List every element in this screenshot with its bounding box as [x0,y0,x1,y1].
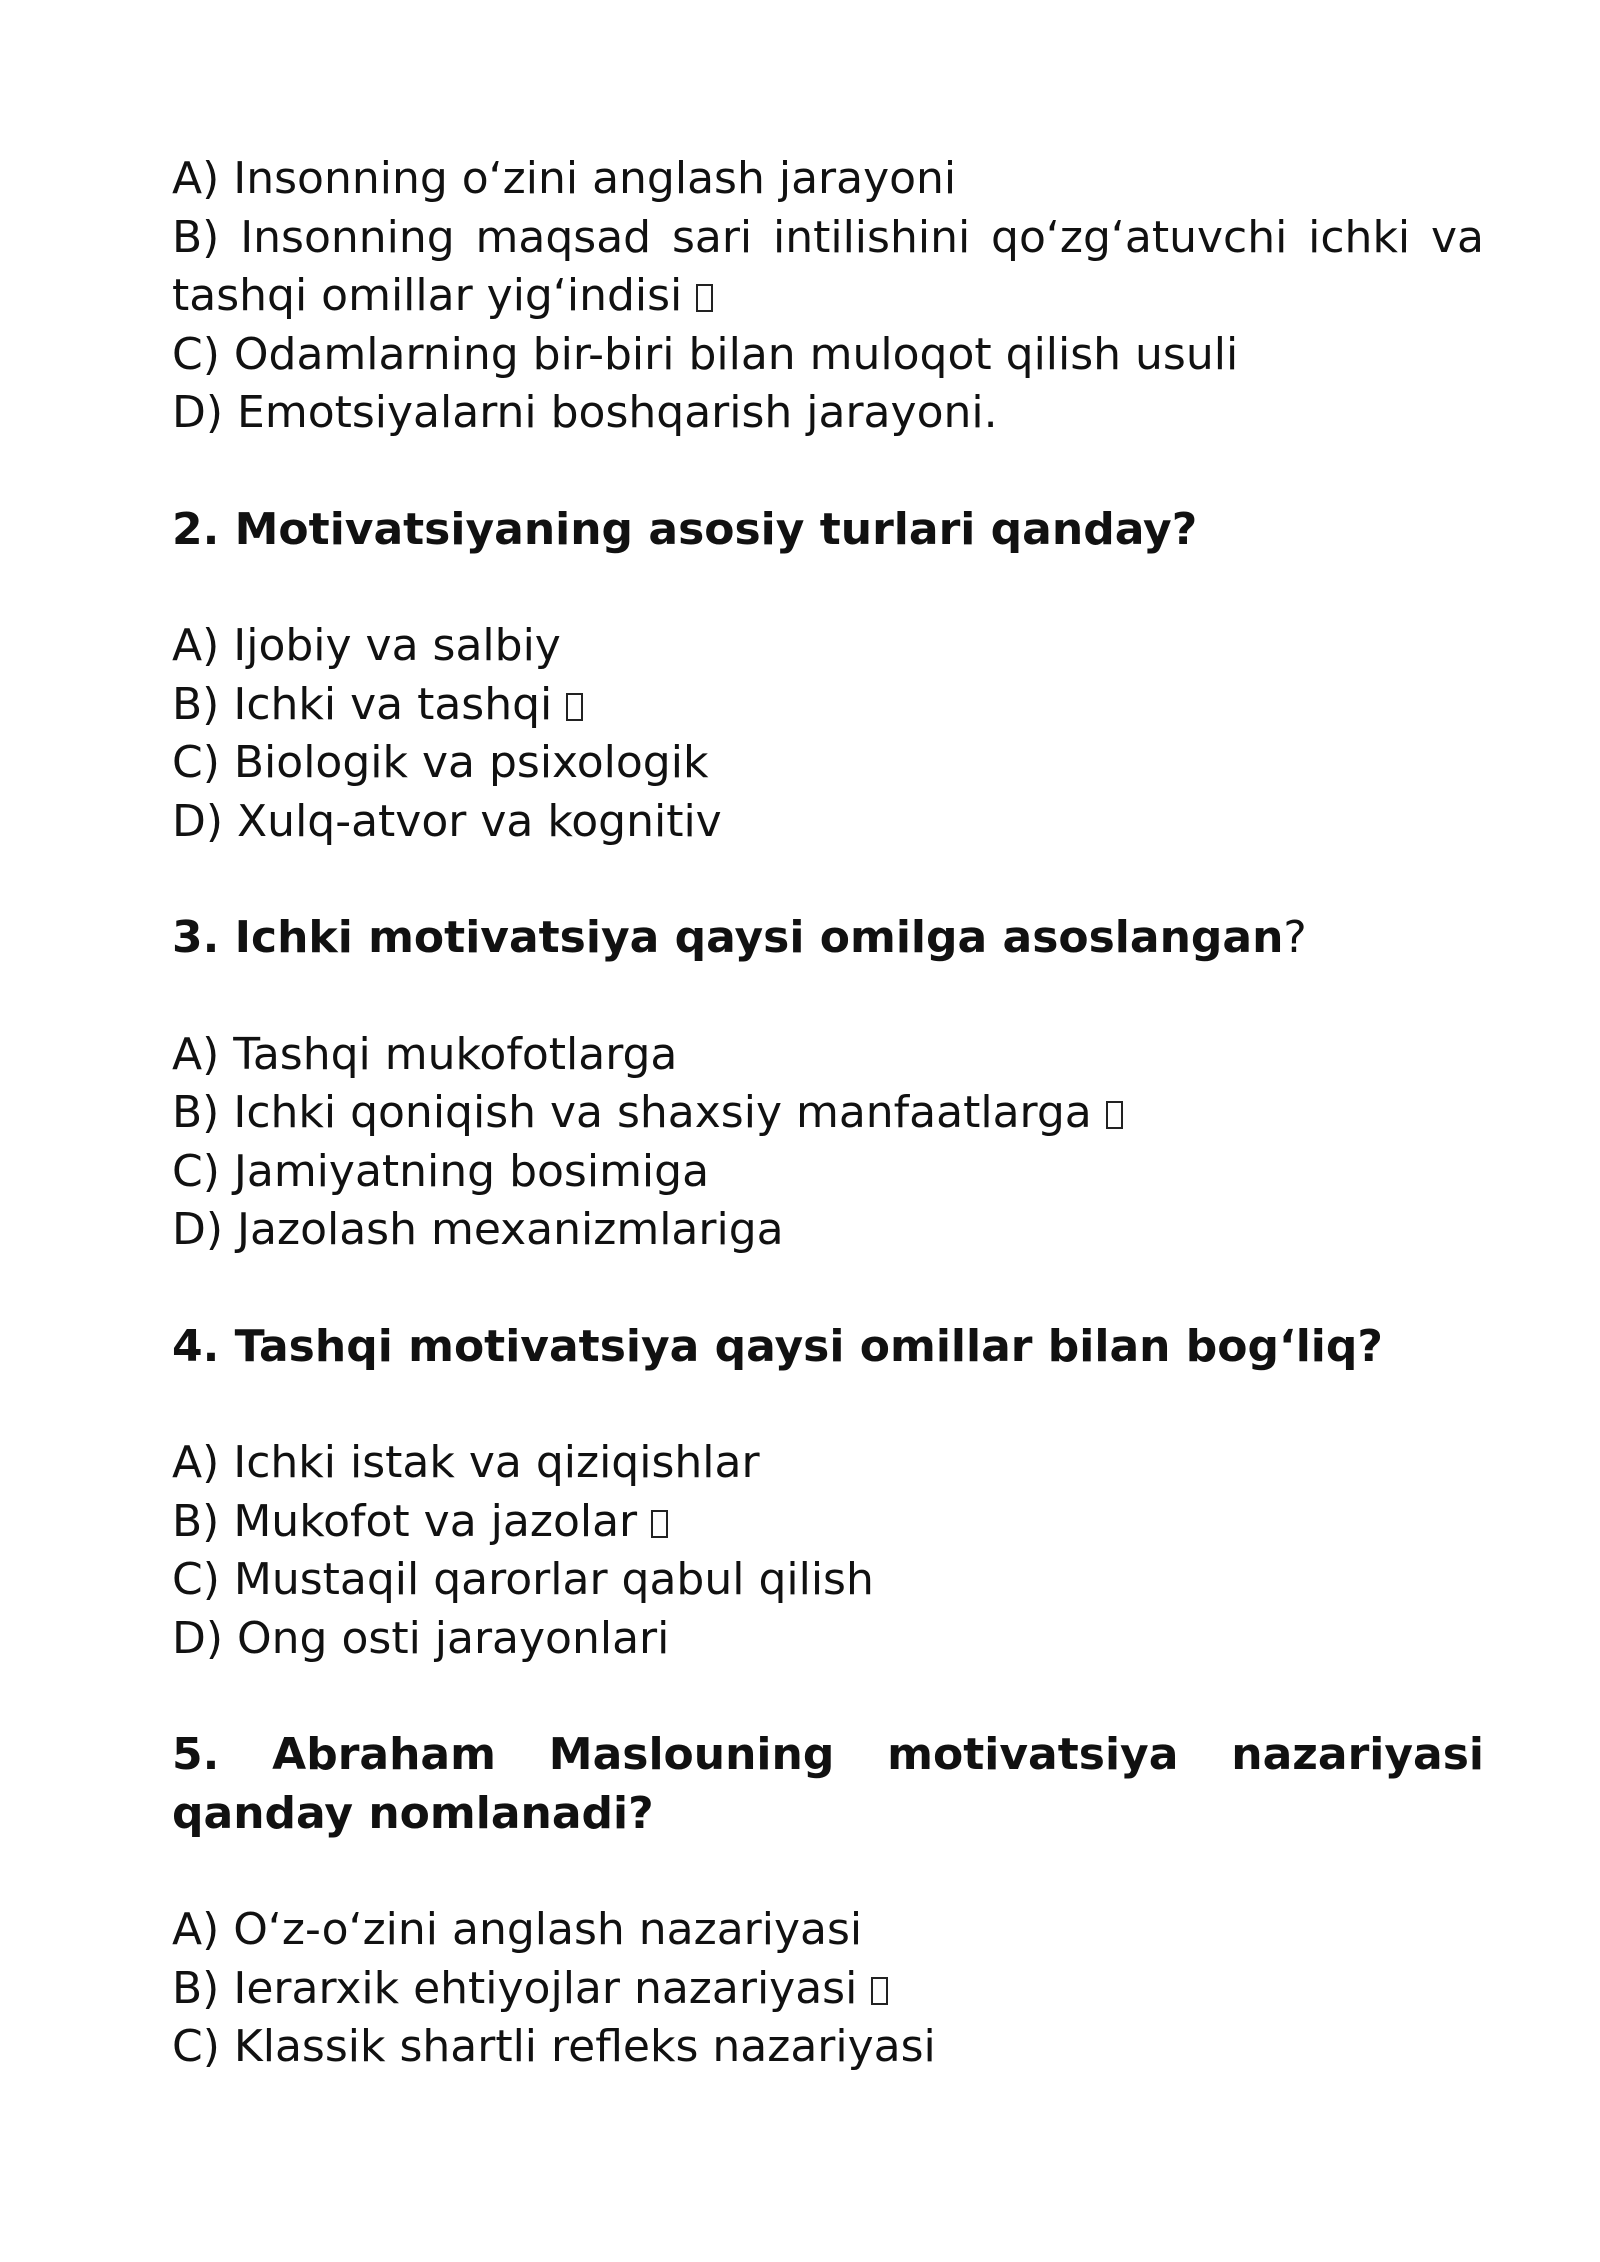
option-text: B) Mukofot va jazolar [172,1495,638,1547]
option-text: D) Ong osti jarayonlari [172,1612,670,1664]
q5-option-b [172,1960,1484,2019]
q3-option-c [172,1143,1484,1202]
q2-option-d [172,793,1484,852]
q5-option-a [172,1901,1484,1960]
q2-options [172,617,1484,851]
option-text: D) Xulq-atvor va kognitiv [172,795,722,847]
q1-option-a [172,150,1484,209]
document-page [172,150,1484,2077]
option-text: B) Ierarxik ehtiyojlar nazariyasi [172,1962,858,2014]
q4-option-c [172,1551,1484,1610]
option-text: D) Jazolash mexanizmlariga [172,1204,784,1255]
q3-option-d [172,1201,1484,1260]
option-text: A) Ichki istak va qiziqishlar [172,1437,760,1488]
option-text: A) Ijobiy va salbiy [172,620,561,671]
option-text: C) Jamiyatning bosimiga [172,1145,710,1197]
option-text: A) Tashqi mukofotlarga [172,1028,678,1080]
option-text: C) Odamlarning bir-biri bilan muloqot qilish usuli [172,328,1239,380]
answer-mark-icon [566,693,583,721]
q3-title [172,909,1484,968]
q1-options [172,150,1484,443]
q1-option-b [172,209,1484,326]
option-text: B) Ichki qoniqish va shaxsiy manfaatlarga [172,1087,1092,1138]
answer-mark-icon [651,1510,668,1538]
q4-option-b [172,1493,1484,1552]
question-mark: ? [1283,912,1307,963]
answer-mark-icon [1106,1101,1123,1129]
q4-options [172,1434,1484,1668]
q4-title: 4. Tashqi motivatsiya qaysi omillar bilan bog‘liq? [172,1320,1383,1372]
option-text: B) Insonning maqsad sari intilishini qo‘zg‘atuvchi ichki va tashqi omillar yig‘indisi [172,211,1484,321]
option-text: B) Ichki va tashqi [172,678,553,730]
option-text: A) Insonning o‘zini anglash jarayoni [172,153,957,204]
q2-option-b [172,676,1484,735]
q2-option-a [172,617,1484,676]
q5-title: 5. Abraham Maslouning motivatsiya nazariyasi qanday nomlanadi? [172,1729,1484,1839]
q4-option-d [172,1610,1484,1669]
option-text: C) Klassik shartli refleks nazariyasi [172,2021,936,2072]
q2-option-c [172,734,1484,793]
q5-options [172,1901,1484,2077]
option-text: C) Mustaqil qarorlar qabul qilish [172,1554,874,1605]
q3-options [172,1026,1484,1260]
q1-option-c [172,326,1484,385]
q3-option-a [172,1026,1484,1085]
option-text: A) O‘z-o‘zini anglash nazariyasi [172,1904,863,1955]
q2-title: 2. Motivatsiyaning asosiy turlari qanday? [172,503,1198,555]
q4-option-a [172,1434,1484,1493]
answer-mark-icon [871,1977,888,2005]
option-text: C) Biologik va psixologik [172,737,709,788]
q3-option-b [172,1084,1484,1143]
option-text: D) Emotsiyalarni boshqarish jarayoni. [172,387,998,438]
answer-mark-icon [696,284,713,312]
question-text: 3. Ichki motivatsiya qaysi omilga asoslangan [172,912,1284,963]
q1-option-d [172,384,1484,443]
q5-option-c [172,2018,1484,2077]
